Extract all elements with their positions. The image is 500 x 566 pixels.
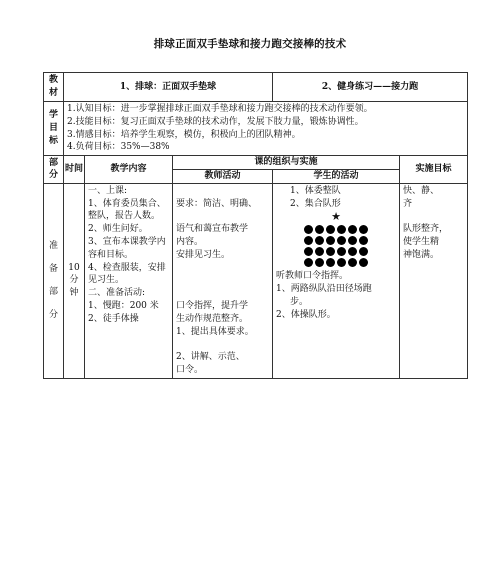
target-line: 队形整齐， xyxy=(403,224,449,235)
student-line: 1、体委整队 xyxy=(290,185,341,196)
student-dot-icon xyxy=(348,247,357,256)
teacher-line xyxy=(176,210,269,223)
time-header: 时间 xyxy=(64,156,85,184)
section-char: 分 xyxy=(48,309,58,320)
content-line: 1、体育委员集合、 xyxy=(88,198,166,209)
implementation-target xyxy=(400,183,468,378)
student-dot-icon xyxy=(348,236,357,245)
formation-row xyxy=(304,236,368,245)
section-char: 准 xyxy=(48,241,58,252)
lesson-plan-table xyxy=(43,72,468,379)
time-unit: 钟 xyxy=(69,288,79,299)
material-label: 教材 xyxy=(44,73,64,102)
teacher-activity-header: 教师活动 xyxy=(173,169,273,183)
student-line: 听教师口令指挥。 xyxy=(276,271,349,282)
content-line: 2、徒手体操 xyxy=(88,313,139,324)
teacher-line xyxy=(176,262,269,275)
formation-diagram xyxy=(276,225,396,267)
student-dot-icon xyxy=(315,247,324,256)
teacher-line: 生动作规范整齐。 xyxy=(176,313,249,324)
content-line: 3、宣布本课教学内 xyxy=(88,236,166,247)
content-line: 二、准备活动: xyxy=(88,288,146,299)
formation-row xyxy=(304,247,368,256)
time-unit: 分 xyxy=(69,275,79,286)
formation-row xyxy=(304,225,368,234)
student-dot-icon xyxy=(359,258,368,267)
teacher-line: 口令指挥，提升学 xyxy=(176,300,249,311)
student-dot-icon xyxy=(337,247,346,256)
student-line: 2、集合队形 xyxy=(290,198,341,209)
student-line: 1、两路纵队沿田径场跑 xyxy=(276,284,372,295)
content-header: 教学内容 xyxy=(85,156,173,184)
student-dot-icon xyxy=(326,236,335,245)
organization-header: 课的组织与实施 xyxy=(173,156,400,170)
target-line: 快、静、 xyxy=(403,185,440,196)
time-value: 10 xyxy=(68,262,80,273)
content-line: 一、上课: xyxy=(88,185,128,196)
student-dot-icon xyxy=(315,225,324,234)
teacher-line xyxy=(176,338,269,351)
teacher-line: 1、提出具体要求。 xyxy=(176,326,254,337)
content-line: 1、慢跑：200 米 xyxy=(88,300,159,311)
student-dot-icon xyxy=(304,247,313,256)
material-item-1: 1、排球：正面双手垫球 xyxy=(64,73,273,102)
document-title: 排球正面双手垫球和接力跑交接棒的技术 xyxy=(153,38,347,50)
student-dot-icon xyxy=(359,236,368,245)
goals-list xyxy=(64,102,468,156)
student-line: 2、体操队形。 xyxy=(276,309,336,320)
student-dot-icon xyxy=(348,225,357,234)
student-dot-icon xyxy=(348,258,357,267)
goals-label: 学目标 xyxy=(44,102,64,156)
goal-item: 1.认知目标：进一步掌握排球正面双手垫球和接力跑交接棒的技术动作要领。 xyxy=(67,104,373,114)
goal-item: 4.负荷目标：35%—38% xyxy=(67,142,170,153)
teacher-line: 要求：简洁、明确、 xyxy=(176,198,258,209)
target-line: 神饱满。 xyxy=(403,249,440,260)
goal-item: 3.情感目标：培养学生观察，模仿，积极向上的团队精神。 xyxy=(67,129,301,140)
student-activity xyxy=(273,183,400,378)
material-item-2: 2、健身练习——接力跑 xyxy=(273,73,468,102)
teacher-line: 语气和蔼宣布教学 xyxy=(176,224,249,235)
goals-row xyxy=(44,102,468,156)
student-dot-icon xyxy=(337,236,346,245)
teacher-line xyxy=(176,287,269,300)
section-char: 部 xyxy=(48,286,58,297)
section-time xyxy=(64,183,85,378)
content-line: 2、师生问好。 xyxy=(88,224,148,235)
student-dot-icon xyxy=(337,225,346,234)
preparation-section-row xyxy=(44,183,468,378)
student-dot-icon xyxy=(326,247,335,256)
star-icon: ★ xyxy=(331,210,341,224)
content-line: 整队，报告人数。 xyxy=(88,211,161,222)
teacher-line: 2、讲解、示范、 xyxy=(176,352,245,363)
student-dot-icon xyxy=(315,258,324,267)
content-line: 容和目标。 xyxy=(88,249,134,260)
goal-item: 2.技能目标：复习正面双手垫球的技术动作，发展下肢力量，锻炼协调性。 xyxy=(67,116,364,127)
section-name xyxy=(44,183,64,378)
student-dot-icon xyxy=(315,236,324,245)
part-header: 部分 xyxy=(44,156,64,184)
teacher-line xyxy=(176,274,269,287)
student-dot-icon xyxy=(326,258,335,267)
content-line: 4、检查服装，安排 xyxy=(88,262,166,273)
student-dot-icon xyxy=(359,225,368,234)
student-dot-icon xyxy=(359,247,368,256)
teaching-material-row xyxy=(44,73,468,102)
section-char: 备 xyxy=(48,263,58,274)
content-line: 见习生。 xyxy=(88,275,125,286)
teacher-activity xyxy=(173,183,273,378)
teaching-content xyxy=(85,183,173,378)
student-dot-icon xyxy=(304,236,313,245)
teacher-line xyxy=(176,185,269,198)
formation-row xyxy=(304,258,368,267)
student-dot-icon xyxy=(326,225,335,234)
target-line xyxy=(403,210,464,223)
student-dot-icon xyxy=(337,258,346,267)
student-line: 步。 xyxy=(290,296,309,307)
teacher-line: 安排见习生。 xyxy=(176,249,231,260)
teacher-line: 口令。 xyxy=(176,364,204,375)
header-row-1 xyxy=(44,156,468,170)
teacher-line: 内容。 xyxy=(176,236,204,247)
student-dot-icon xyxy=(304,258,313,267)
student-activity-header: 学生的活动 xyxy=(273,169,400,183)
target-line: 使学生精 xyxy=(403,236,440,247)
target-header: 实施目标 xyxy=(400,156,468,184)
student-dot-icon xyxy=(304,225,313,234)
target-line: 齐 xyxy=(403,198,413,209)
